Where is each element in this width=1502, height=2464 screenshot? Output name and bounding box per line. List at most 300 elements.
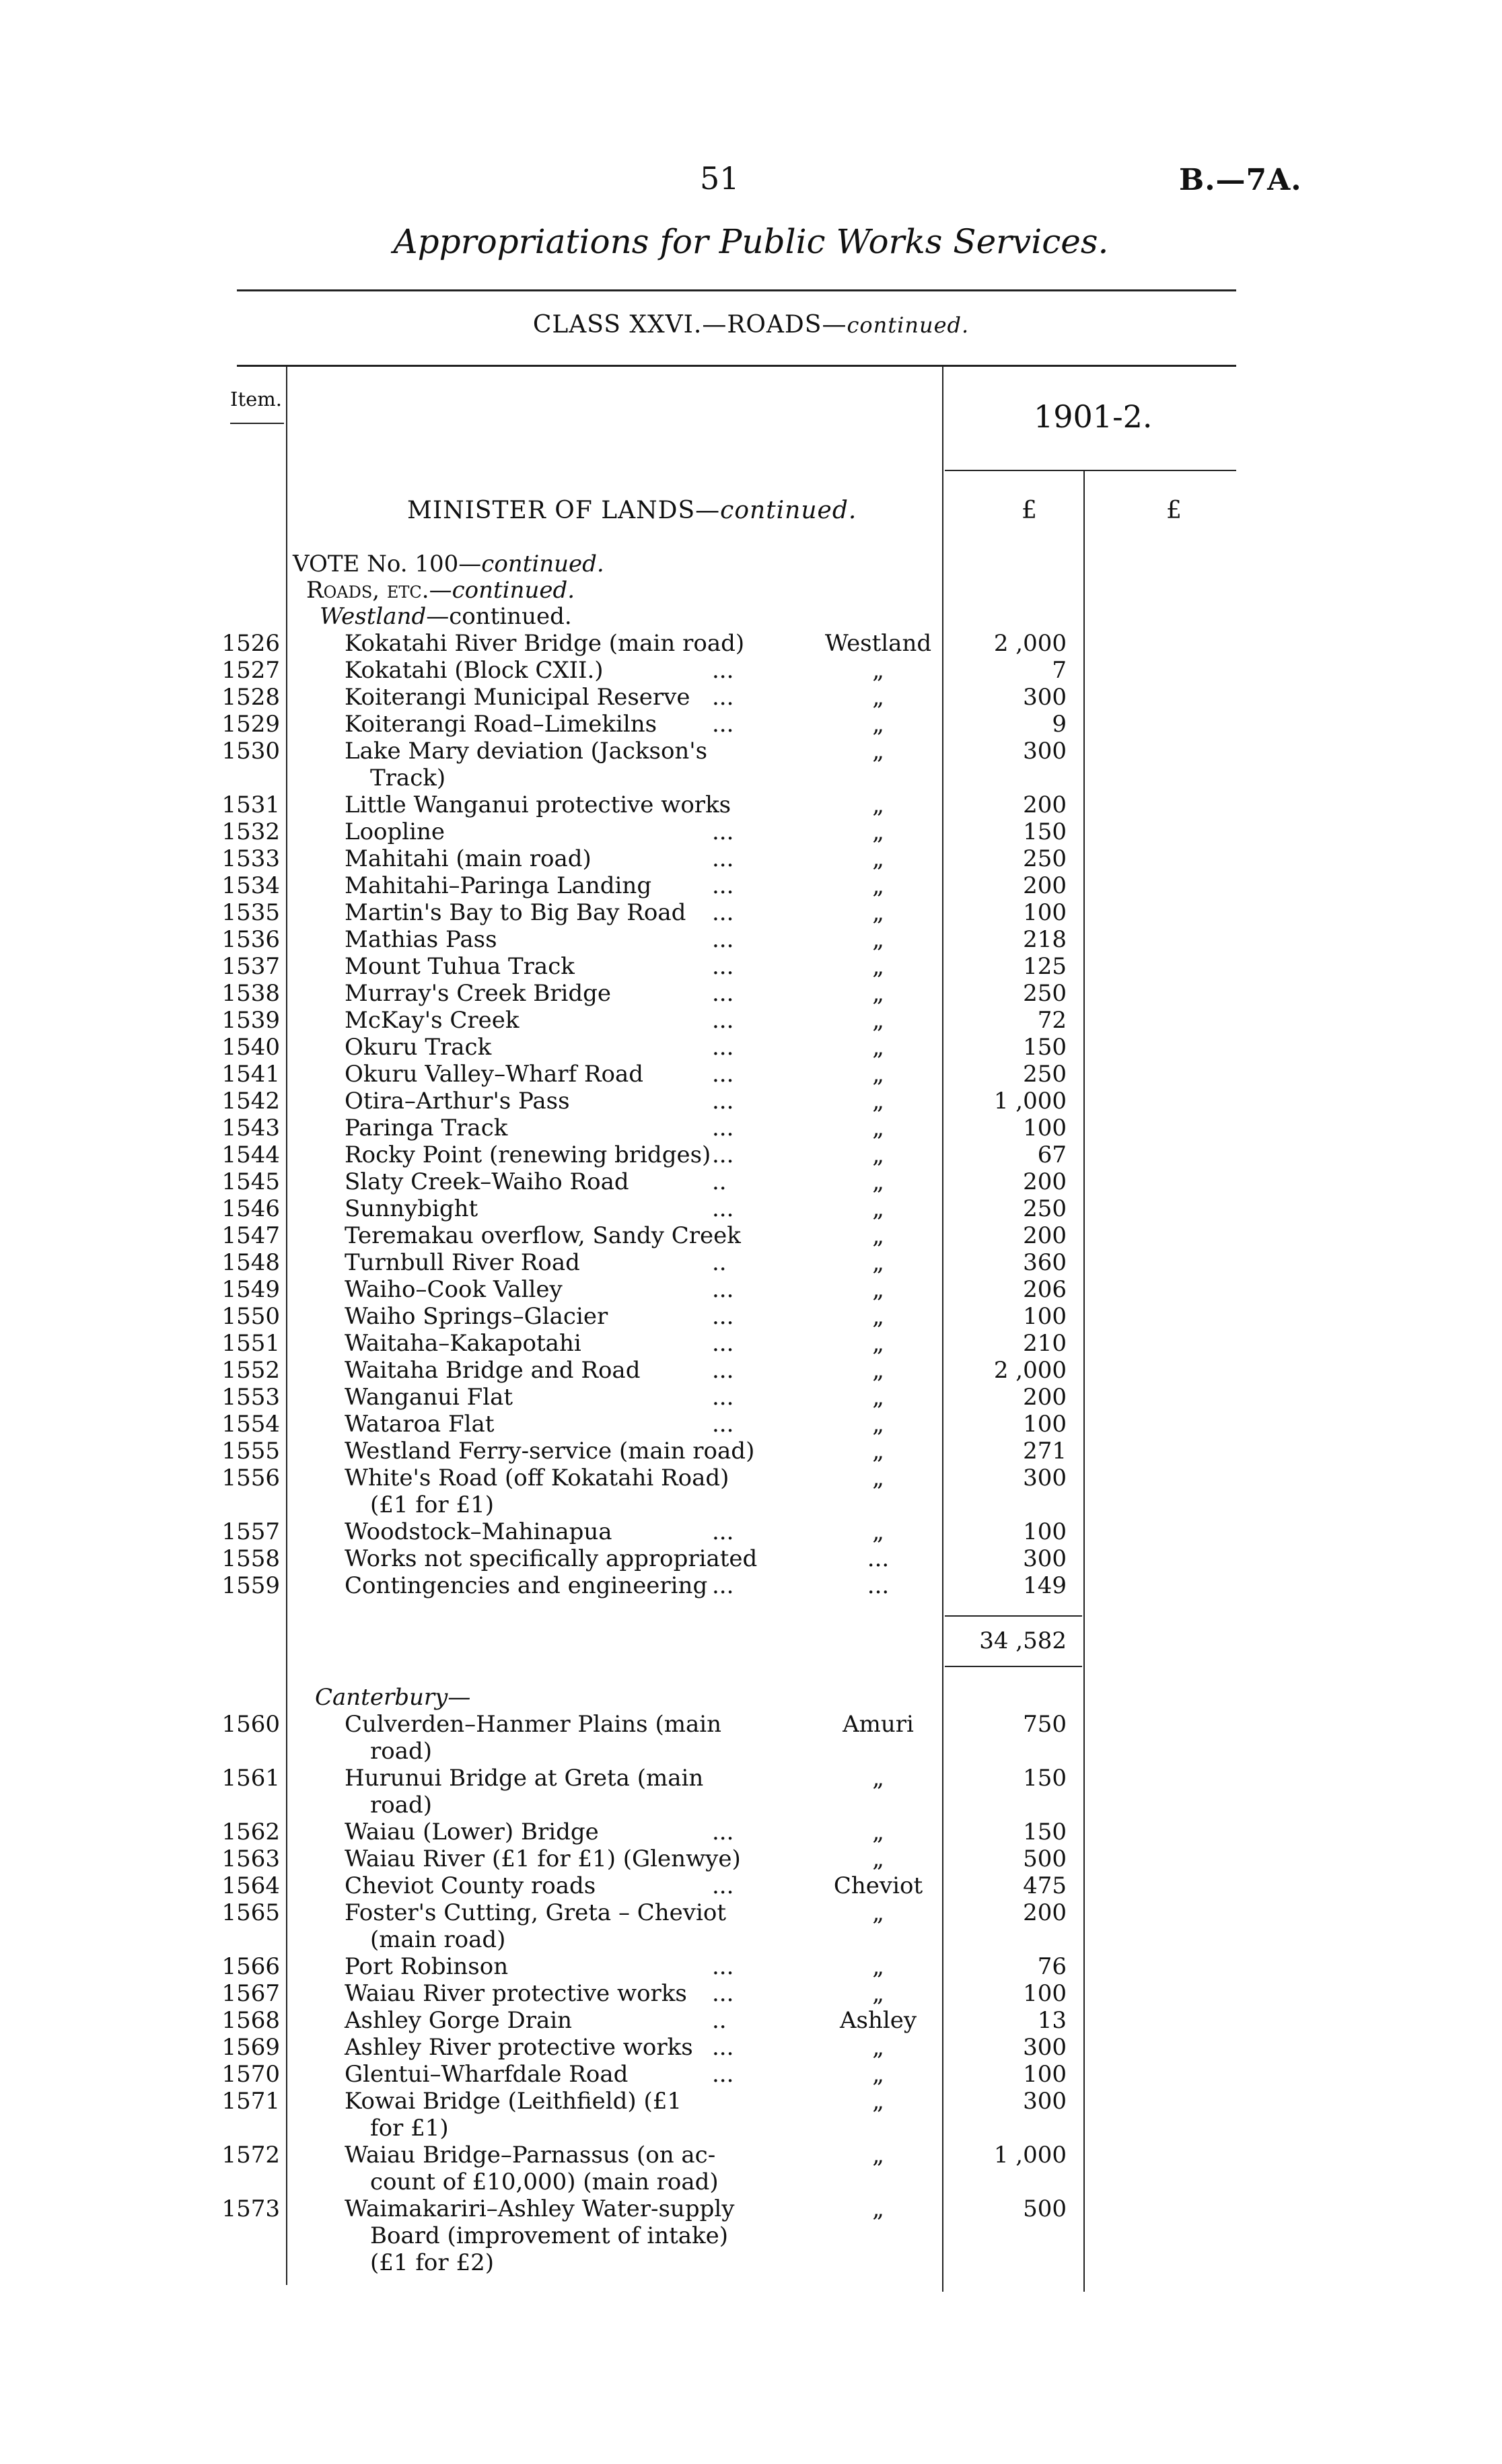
item-number: 1548 (221, 1249, 280, 1276)
table-row (0, 1872, 1502, 1899)
electoral-district: „ (872, 953, 884, 980)
amount: 100 (1023, 1518, 1067, 1545)
leader-dots: ... (712, 872, 734, 899)
item-number: 1550 (221, 1303, 280, 1330)
item-description-continued: Board (improvement of intake) (370, 2222, 729, 2249)
electoral-district: ... (867, 1572, 890, 1599)
leader-dots: ... (712, 1872, 734, 1899)
item-description: Cheviot County roads (345, 1872, 596, 1899)
amount: 250 (1023, 845, 1067, 872)
item-column-header: Item. (230, 388, 282, 411)
amount: 200 (1023, 872, 1067, 899)
leader-dots: ... (712, 1061, 734, 1088)
electoral-district: „ (872, 2195, 884, 2222)
amount: 100 (1023, 1115, 1067, 1141)
westland-subhead: Westland—continued. (320, 603, 572, 630)
item-number: 1540 (221, 1034, 280, 1061)
item-description: Kokatahi (Block CXII.) (345, 657, 604, 684)
leader-dots: ... (712, 1195, 734, 1222)
item-description: Glentui–Wharfdale Road (345, 2061, 629, 2088)
amount: 1 ,000 (993, 1088, 1067, 1115)
item-number: 1569 (221, 2034, 280, 2061)
leader-dots: .. (712, 1249, 727, 1276)
leader-dots: ... (712, 1572, 734, 1599)
item-description: Kokatahi River Bridge (main road) (345, 630, 745, 657)
leader-dots: ... (712, 2034, 734, 2061)
table-row (0, 684, 1502, 711)
item-description: McKay's Creek (345, 1007, 520, 1034)
item-description: Mathias Pass (345, 926, 497, 953)
table-row (0, 1357, 1502, 1384)
table-row (0, 711, 1502, 738)
table-row (0, 2142, 1502, 2195)
electoral-district: Ashley (839, 2007, 917, 2034)
table-row (0, 1711, 1502, 1765)
item-description: Rocky Point (renewing bridges) (345, 1141, 711, 1168)
item-description-continued: road) (370, 1738, 433, 1765)
electoral-district: „ (872, 1411, 884, 1438)
leader-dots: ... (712, 2061, 734, 2088)
vote-subhead: VOTE No. 100—continued. (293, 551, 604, 577)
table-row (0, 1276, 1502, 1303)
electoral-district: „ (872, 2088, 884, 2115)
table-row (0, 1168, 1502, 1195)
item-description-continued: Track) (370, 765, 446, 791)
table-row (0, 872, 1502, 899)
table-row (0, 1518, 1502, 1545)
item-description: Okuru Valley–Wharf Road (345, 1061, 643, 1088)
pound-symbol-col1: £ (1022, 497, 1037, 524)
electoral-district: Cheviot (833, 1872, 923, 1899)
item-description: Okuru Track (345, 1034, 492, 1061)
item-number: 1533 (221, 845, 280, 872)
amount: 2 ,000 (993, 1357, 1067, 1384)
item-description: Otira–Arthur's Pass (345, 1088, 570, 1115)
table-row (0, 899, 1502, 926)
item-number: 1539 (221, 1007, 280, 1034)
table-row (0, 1195, 1502, 1222)
electoral-district: „ (872, 818, 884, 845)
electoral-district: „ (872, 684, 884, 711)
item-number: 1541 (221, 1061, 280, 1088)
item-description-continued-2: (£1 for £2) (370, 2249, 494, 2276)
amount: 218 (1023, 926, 1067, 953)
item-description: Murray's Creek Bridge (345, 980, 611, 1007)
leader-dots: ... (712, 711, 734, 738)
total-rule-top (945, 1615, 1082, 1617)
item-description: Little Wanganui protective works (345, 791, 731, 818)
leader-dots: ... (712, 1330, 734, 1357)
leader-dots: ... (712, 953, 734, 980)
item-number: 1532 (221, 818, 280, 845)
leader-dots: ... (712, 1276, 734, 1303)
item-description: Woodstock–Mahinapua (345, 1518, 612, 1545)
item-description: Ashley Gorge Drain (345, 2007, 573, 2034)
amount: 300 (1023, 1545, 1067, 1572)
electoral-district: „ (872, 1980, 884, 2007)
item-description: Wanganui Flat (345, 1384, 513, 1411)
item-number: 1570 (221, 2061, 280, 2088)
item-number: 1567 (221, 1980, 280, 2007)
table-row (0, 2034, 1502, 2061)
item-number: 1572 (221, 2142, 280, 2169)
item-number: 1543 (221, 1115, 280, 1141)
amount: 250 (1023, 1195, 1067, 1222)
amount: 100 (1023, 1303, 1067, 1330)
item-description-continued: (£1 for £1) (370, 1491, 494, 1518)
electoral-district: „ (872, 791, 884, 818)
electoral-district: „ (872, 899, 884, 926)
minister-heading: MINISTER OF LANDS—continued. (407, 497, 857, 524)
table-row (0, 2007, 1502, 2034)
amount: 475 (1023, 1872, 1067, 1899)
item-description: Waiau River (£1 for £1) (Glenwye) (345, 1845, 741, 1872)
electoral-district: „ (872, 1249, 884, 1276)
item-description: Westland Ferry-service (main road) (345, 1438, 755, 1465)
electoral-district: „ (872, 1303, 884, 1330)
page-number: 51 (700, 160, 740, 197)
item-description: Lake Mary deviation (Jackson's (345, 738, 708, 765)
leader-dots: ... (712, 1034, 734, 1061)
item-number: 1552 (221, 1357, 280, 1384)
item-number: 1562 (221, 1819, 280, 1845)
electoral-district: „ (872, 2061, 884, 2088)
table-row (0, 1819, 1502, 1845)
table-row (0, 738, 1502, 791)
amount: 100 (1023, 1411, 1067, 1438)
table-row (0, 980, 1502, 1007)
electoral-district: Amuri (843, 1711, 914, 1738)
item-number: 1537 (221, 953, 280, 980)
item-description: Waiho Springs–Glacier (345, 1303, 608, 1330)
leader-dots: ... (712, 684, 734, 711)
amount: 250 (1023, 980, 1067, 1007)
leader-dots: ... (712, 1953, 734, 1980)
electoral-district: „ (872, 1034, 884, 1061)
item-description: Foster's Cutting, Greta – Cheviot (345, 1899, 727, 1926)
table-row (0, 1061, 1502, 1088)
item-description: Waimakariri–Ashley Water-supply (345, 2195, 735, 2222)
item-number: 1526 (221, 630, 280, 657)
electoral-district: „ (872, 1438, 884, 1465)
item-number: 1538 (221, 980, 280, 1007)
item-number: 1542 (221, 1088, 280, 1115)
electoral-district: „ (872, 1357, 884, 1384)
electoral-district: „ (872, 1088, 884, 1115)
amount: 210 (1023, 1330, 1067, 1357)
item-description: Mount Tuhua Track (345, 953, 575, 980)
item-description: Waitaha Bridge and Road (345, 1357, 641, 1384)
electoral-district: „ (872, 1141, 884, 1168)
table-row (0, 1034, 1502, 1061)
amount: 360 (1023, 1249, 1067, 1276)
amount: 2 ,000 (993, 630, 1067, 657)
item-number: 1534 (221, 872, 280, 899)
electoral-district: „ (872, 711, 884, 738)
title-rule (237, 289, 1236, 291)
table-row (0, 791, 1502, 818)
electoral-district: „ (872, 1899, 884, 1926)
amount: 200 (1023, 1899, 1067, 1926)
item-description: Hurunui Bridge at Greta (main (345, 1765, 704, 1792)
table-row (0, 2088, 1502, 2142)
leader-dots: ... (712, 1980, 734, 2007)
item-description: Mahitahi (main road) (345, 845, 592, 872)
item-description: Wataroa Flat (345, 1411, 495, 1438)
amount: 1 ,000 (993, 2142, 1067, 2169)
table-row (0, 926, 1502, 953)
table-row (0, 1545, 1502, 1572)
amount: 72 (1037, 1007, 1067, 1034)
table-row (0, 1953, 1502, 1980)
item-description: Waiho–Cook Valley (345, 1276, 563, 1303)
item-number: 1558 (221, 1545, 280, 1572)
item-description: Turnbull River Road (345, 1249, 580, 1276)
canterbury-subhead: Canterbury— (315, 1684, 471, 1711)
item-number: 1546 (221, 1195, 280, 1222)
item-number: 1556 (221, 1465, 280, 1491)
electoral-district: „ (872, 845, 884, 872)
table-row (0, 1249, 1502, 1276)
amount: 100 (1023, 2061, 1067, 2088)
leader-dots: ... (712, 845, 734, 872)
table-row (0, 1845, 1502, 1872)
leader-dots: ... (712, 1384, 734, 1411)
leader-dots: ... (712, 1819, 734, 1845)
westland-total: 34 ,582 (979, 1627, 1067, 1654)
item-description: Ashley River protective works (345, 2034, 693, 2061)
amount: 200 (1023, 1384, 1067, 1411)
amount: 150 (1023, 1819, 1067, 1845)
table-row (0, 1572, 1502, 1599)
electoral-district: „ (872, 657, 884, 684)
item-number: 1536 (221, 926, 280, 953)
amount: 100 (1023, 1980, 1067, 2007)
electoral-district: „ (872, 1765, 884, 1792)
leader-dots: ... (712, 1411, 734, 1438)
table-row (0, 1330, 1502, 1357)
table-row (0, 1765, 1502, 1819)
item-number: 1547 (221, 1222, 280, 1249)
item-number: 1530 (221, 738, 280, 765)
electoral-district: „ (872, 1384, 884, 1411)
electoral-district: „ (872, 1115, 884, 1141)
electoral-district: „ (872, 1007, 884, 1034)
amount: 200 (1023, 791, 1067, 818)
item-number: 1573 (221, 2195, 280, 2222)
table-row (0, 1141, 1502, 1168)
leader-dots: ... (712, 1088, 734, 1115)
amount: 500 (1023, 2195, 1067, 2222)
item-number: 1565 (221, 1899, 280, 1926)
amount: 150 (1023, 818, 1067, 845)
amount: 300 (1023, 738, 1067, 765)
electoral-district: „ (872, 1276, 884, 1303)
item-description: White's Road (off Kokatahi Road) (345, 1465, 729, 1491)
electoral-district: „ (872, 2034, 884, 2061)
leader-dots: ... (712, 980, 734, 1007)
item-description: Works not specifically appropriated (345, 1545, 758, 1572)
table-row (0, 1411, 1502, 1438)
item-number: 1559 (221, 1572, 280, 1599)
item-header-rule (230, 423, 284, 424)
table-row (0, 630, 1502, 657)
amount: 13 (1037, 2007, 1067, 2034)
leader-dots: ... (712, 1007, 734, 1034)
item-description: Slaty Creek–Waiho Road (345, 1168, 629, 1195)
item-description: Waitaha–Kakapotahi (345, 1330, 581, 1357)
amount: 125 (1023, 953, 1067, 980)
item-number: 1549 (221, 1276, 280, 1303)
year-rule (945, 470, 1236, 471)
leader-dots: ... (712, 1141, 734, 1168)
item-description: Teremakau overflow, Sandy Creek (345, 1222, 741, 1249)
item-number: 1551 (221, 1330, 280, 1357)
electoral-district: „ (872, 1518, 884, 1545)
amount: 500 (1023, 1845, 1067, 1872)
leader-dots: ... (712, 1518, 734, 1545)
page-title: Appropriations for Public Works Services. (393, 222, 1109, 261)
item-number: 1529 (221, 711, 280, 738)
amount: 750 (1023, 1711, 1067, 1738)
leader-dots: ... (712, 926, 734, 953)
document-reference: B.—7A. (1179, 163, 1302, 197)
item-description: Waiau Bridge–Parnassus (on ac- (345, 2142, 716, 2169)
electoral-district: Westland (824, 630, 932, 657)
item-number: 1571 (221, 2088, 280, 2115)
amount: 300 (1023, 2088, 1067, 2115)
item-number: 1528 (221, 684, 280, 711)
item-number: 1531 (221, 791, 280, 818)
year-header: 1901-2. (1034, 398, 1153, 435)
amount: 250 (1023, 1061, 1067, 1088)
item-number: 1555 (221, 1438, 280, 1465)
item-number: 1554 (221, 1411, 280, 1438)
amount: 67 (1037, 1141, 1067, 1168)
amount: 149 (1023, 1572, 1067, 1599)
electoral-district: „ (872, 1819, 884, 1845)
item-number: 1563 (221, 1845, 280, 1872)
item-description-continued: for £1) (370, 2115, 449, 2142)
leader-dots: ... (712, 899, 734, 926)
electoral-district: „ (872, 738, 884, 765)
item-number: 1553 (221, 1384, 280, 1411)
electoral-district: „ (872, 1061, 884, 1088)
amount: 150 (1023, 1034, 1067, 1061)
table-row (0, 818, 1502, 845)
amount: 76 (1037, 1953, 1067, 1980)
item-description: Mahitahi–Paringa Landing (345, 872, 652, 899)
leader-dots: .. (712, 2007, 727, 2034)
item-number: 1527 (221, 657, 280, 684)
item-number: 1564 (221, 1872, 280, 1899)
table-row (0, 845, 1502, 872)
amount: 200 (1023, 1222, 1067, 1249)
table-row (0, 1303, 1502, 1330)
item-description-continued: road) (370, 1792, 433, 1819)
electoral-district: „ (872, 872, 884, 899)
table-top-rule (237, 365, 1236, 367)
amount: 300 (1023, 1465, 1067, 1491)
leader-dots: .. (712, 1168, 727, 1195)
table-row (0, 2195, 1502, 2276)
electoral-district: „ (872, 1845, 884, 1872)
amount: 271 (1023, 1438, 1067, 1465)
item-number: 1566 (221, 1953, 280, 1980)
amount: 7 (1052, 657, 1067, 684)
item-description: Paringa Track (345, 1115, 508, 1141)
amount: 300 (1023, 684, 1067, 711)
table-row (0, 1222, 1502, 1249)
item-number: 1557 (221, 1518, 280, 1545)
leader-dots: ... (712, 657, 734, 684)
table-row (0, 1384, 1502, 1411)
table-row (0, 1899, 1502, 1953)
pound-symbol-col2: £ (1166, 497, 1182, 524)
table-row (0, 657, 1502, 684)
electoral-district: „ (872, 1330, 884, 1357)
amount: 206 (1023, 1276, 1067, 1303)
table-row (0, 1115, 1502, 1141)
electoral-district: „ (872, 1953, 884, 1980)
leader-dots: ... (712, 1357, 734, 1384)
item-description: Koiterangi Municipal Reserve (345, 684, 690, 711)
amount: 100 (1023, 899, 1067, 926)
item-description: Port Robinson (345, 1953, 509, 1980)
electoral-district: „ (872, 1168, 884, 1195)
electoral-district: „ (872, 2142, 884, 2169)
item-number: 1561 (221, 1765, 280, 1792)
item-description: Waiau River protective works (345, 1980, 687, 2007)
item-description: Waiau (Lower) Bridge (345, 1819, 599, 1845)
item-number: 1568 (221, 2007, 280, 2034)
amount: 9 (1052, 711, 1067, 738)
item-description: Kowai Bridge (Leithfield) (£1 (345, 2088, 682, 2115)
item-description: Loopline (345, 818, 445, 845)
table-row (0, 1438, 1502, 1465)
item-description-continued: (main road) (370, 1926, 506, 1953)
table-row (0, 953, 1502, 980)
item-description: Koiterangi Road–Limekilns (345, 711, 657, 738)
electoral-district: „ (872, 980, 884, 1007)
table-row (0, 1088, 1502, 1115)
table-row (0, 1007, 1502, 1034)
leader-dots: ... (712, 1115, 734, 1141)
amount: 150 (1023, 1765, 1067, 1792)
class-heading: CLASS XXVI.—ROADS—continued. (532, 311, 970, 339)
roads-subhead: Roads, etc.—continued. (306, 577, 575, 604)
electoral-district: „ (872, 1195, 884, 1222)
table-row (0, 1465, 1502, 1518)
electoral-district: ... (867, 1545, 890, 1572)
amount: 200 (1023, 1168, 1067, 1195)
electoral-district: „ (872, 1465, 884, 1491)
item-description: Sunnybight (345, 1195, 478, 1222)
item-number: 1535 (221, 899, 280, 926)
item-number: 1544 (221, 1141, 280, 1168)
table-row (0, 2061, 1502, 2088)
leader-dots: ... (712, 1303, 734, 1330)
total-rule-bottom (945, 1666, 1082, 1667)
item-description: Contingencies and engineering (345, 1572, 708, 1599)
item-description: Culverden–Hanmer Plains (main (345, 1711, 721, 1738)
table-row (0, 1980, 1502, 2007)
electoral-district: „ (872, 1222, 884, 1249)
item-number: 1560 (221, 1711, 280, 1738)
leader-dots: ... (712, 818, 734, 845)
amount: 300 (1023, 2034, 1067, 2061)
item-description-continued: count of £10,000) (main road) (370, 2169, 719, 2195)
